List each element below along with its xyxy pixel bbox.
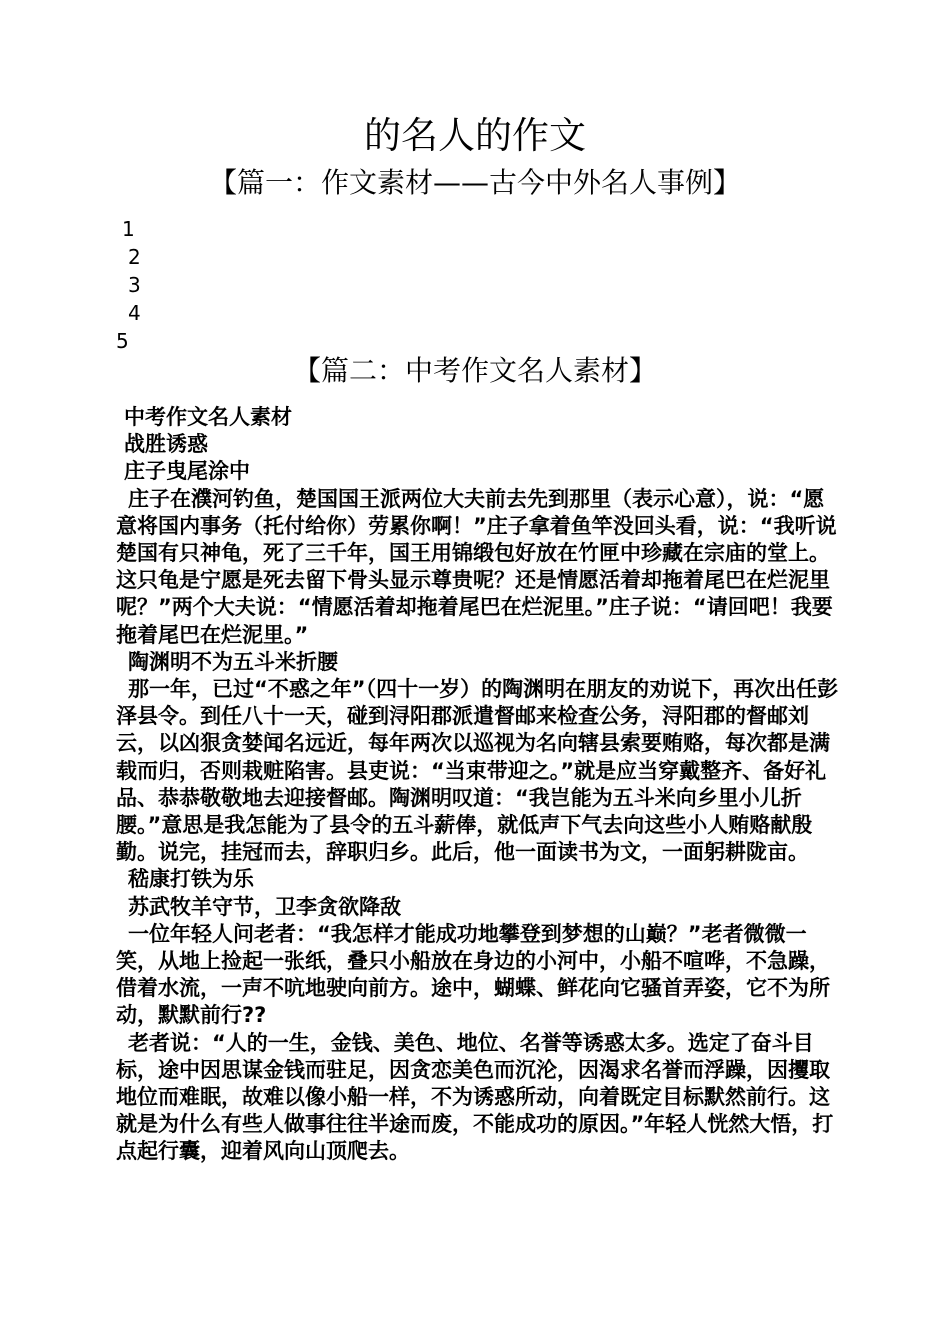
list-number: 4 — [128, 301, 141, 325]
paragraph: 老者说：“人的一生，金钱、美色、地位、名誉等诱惑太多。选定了奋斗目标，途中因思谋金钱而驻足，因贪恋美色而沉沦，因渴求名誉而浮躁，因攫取地位而难眠，故难以像小船一样，不为诱惑所动，向着既定目标默然前行。这就是为什么有些人做事往往半途而废，不能成功的原因。”年轻人恍然大悟，打点起行囊，迎着风向山顶爬去。 — [116, 1030, 834, 1164]
section-heading-1: 【篇一：作文素材——古今中外名人事例】 — [208, 166, 741, 199]
section-heading-2: 【篇二：中考作文名人素材】 — [292, 354, 657, 387]
subheading: 陶渊明不为五斗米折腰 — [128, 649, 338, 674]
subheading: 嵇康打铁为乐 — [128, 867, 254, 892]
article-body — [116, 404, 840, 1166]
subheading: 战胜诱惑 — [124, 432, 208, 457]
list-number: 5 — [116, 329, 129, 353]
subheading: 苏武牧羊守节，卫李贪欲降敌 — [128, 894, 401, 919]
paragraph: 一位年轻人问老者：“我怎样才能成功地攀登到梦想的山巅？”老者微微一笑，从地上捡起一张纸，叠只小船放在身边的小河中，小船不喧哗，不急躁，借着水流，一声不吭地驶向前方。途中，蝴蝶、鲜花向它骚首弄姿，它不为所动，默默前行?? — [116, 921, 830, 1028]
document-title: 的名人的作文 — [364, 114, 586, 157]
paragraph: 庄子在濮河钓鱼，楚国国王派两位大夫前去先到那里（表示心意），说：“愿意将国内事务（托付给你）劳累你啊！”庄子拿着鱼竿没回头看，说：“我听说楚国有只神龟，死了三千年，国王用锦缎包好放在竹匣中珍藏在宗庙的堂上。这只龟是宁愿是死去留下骨头显示尊贵呢？还是情愿活着却拖着尾巴在烂泥里呢？”两个大夫说：“情愿活着却拖着尾巴在烂泥里。”庄子说：“请回吧！我要拖着尾巴在烂泥里。” — [116, 486, 837, 647]
paragraph: 那一年，已过“不惑之年”（四十一岁）的陶渊明在朋友的劝说下，再次出任彭泽县令。到任八十一天，碰到浔阳郡派遣督邮来检查公务，浔阳郡的督邮刘云，以凶狠贪婪闻名远近，每年两次以巡视为名向辖县索要贿赂，每次都是满载而归，否则栽赃陷害。县吏说：“当束带迎之。”就是应当穿戴整齐、备好礼品、恭恭敬敬地去迎接督邮。陶渊明叹道：“我岂能为五斗米向乡里小儿折腰。”意思是我怎能为了县令的五斗薪俸，就低声下气去向这些小人贿赂献殷勤。说完，挂冠而去，辞职归乡。此后，他一面读书为文，一面躬耕陇亩。 — [116, 677, 839, 865]
list-number: 2 — [128, 245, 141, 269]
subheading: 中考作文名人素材 — [124, 405, 292, 429]
list-number: 1 — [122, 217, 135, 241]
subheading: 庄子曳尾涂中 — [124, 459, 250, 484]
list-number: 3 — [128, 273, 141, 297]
